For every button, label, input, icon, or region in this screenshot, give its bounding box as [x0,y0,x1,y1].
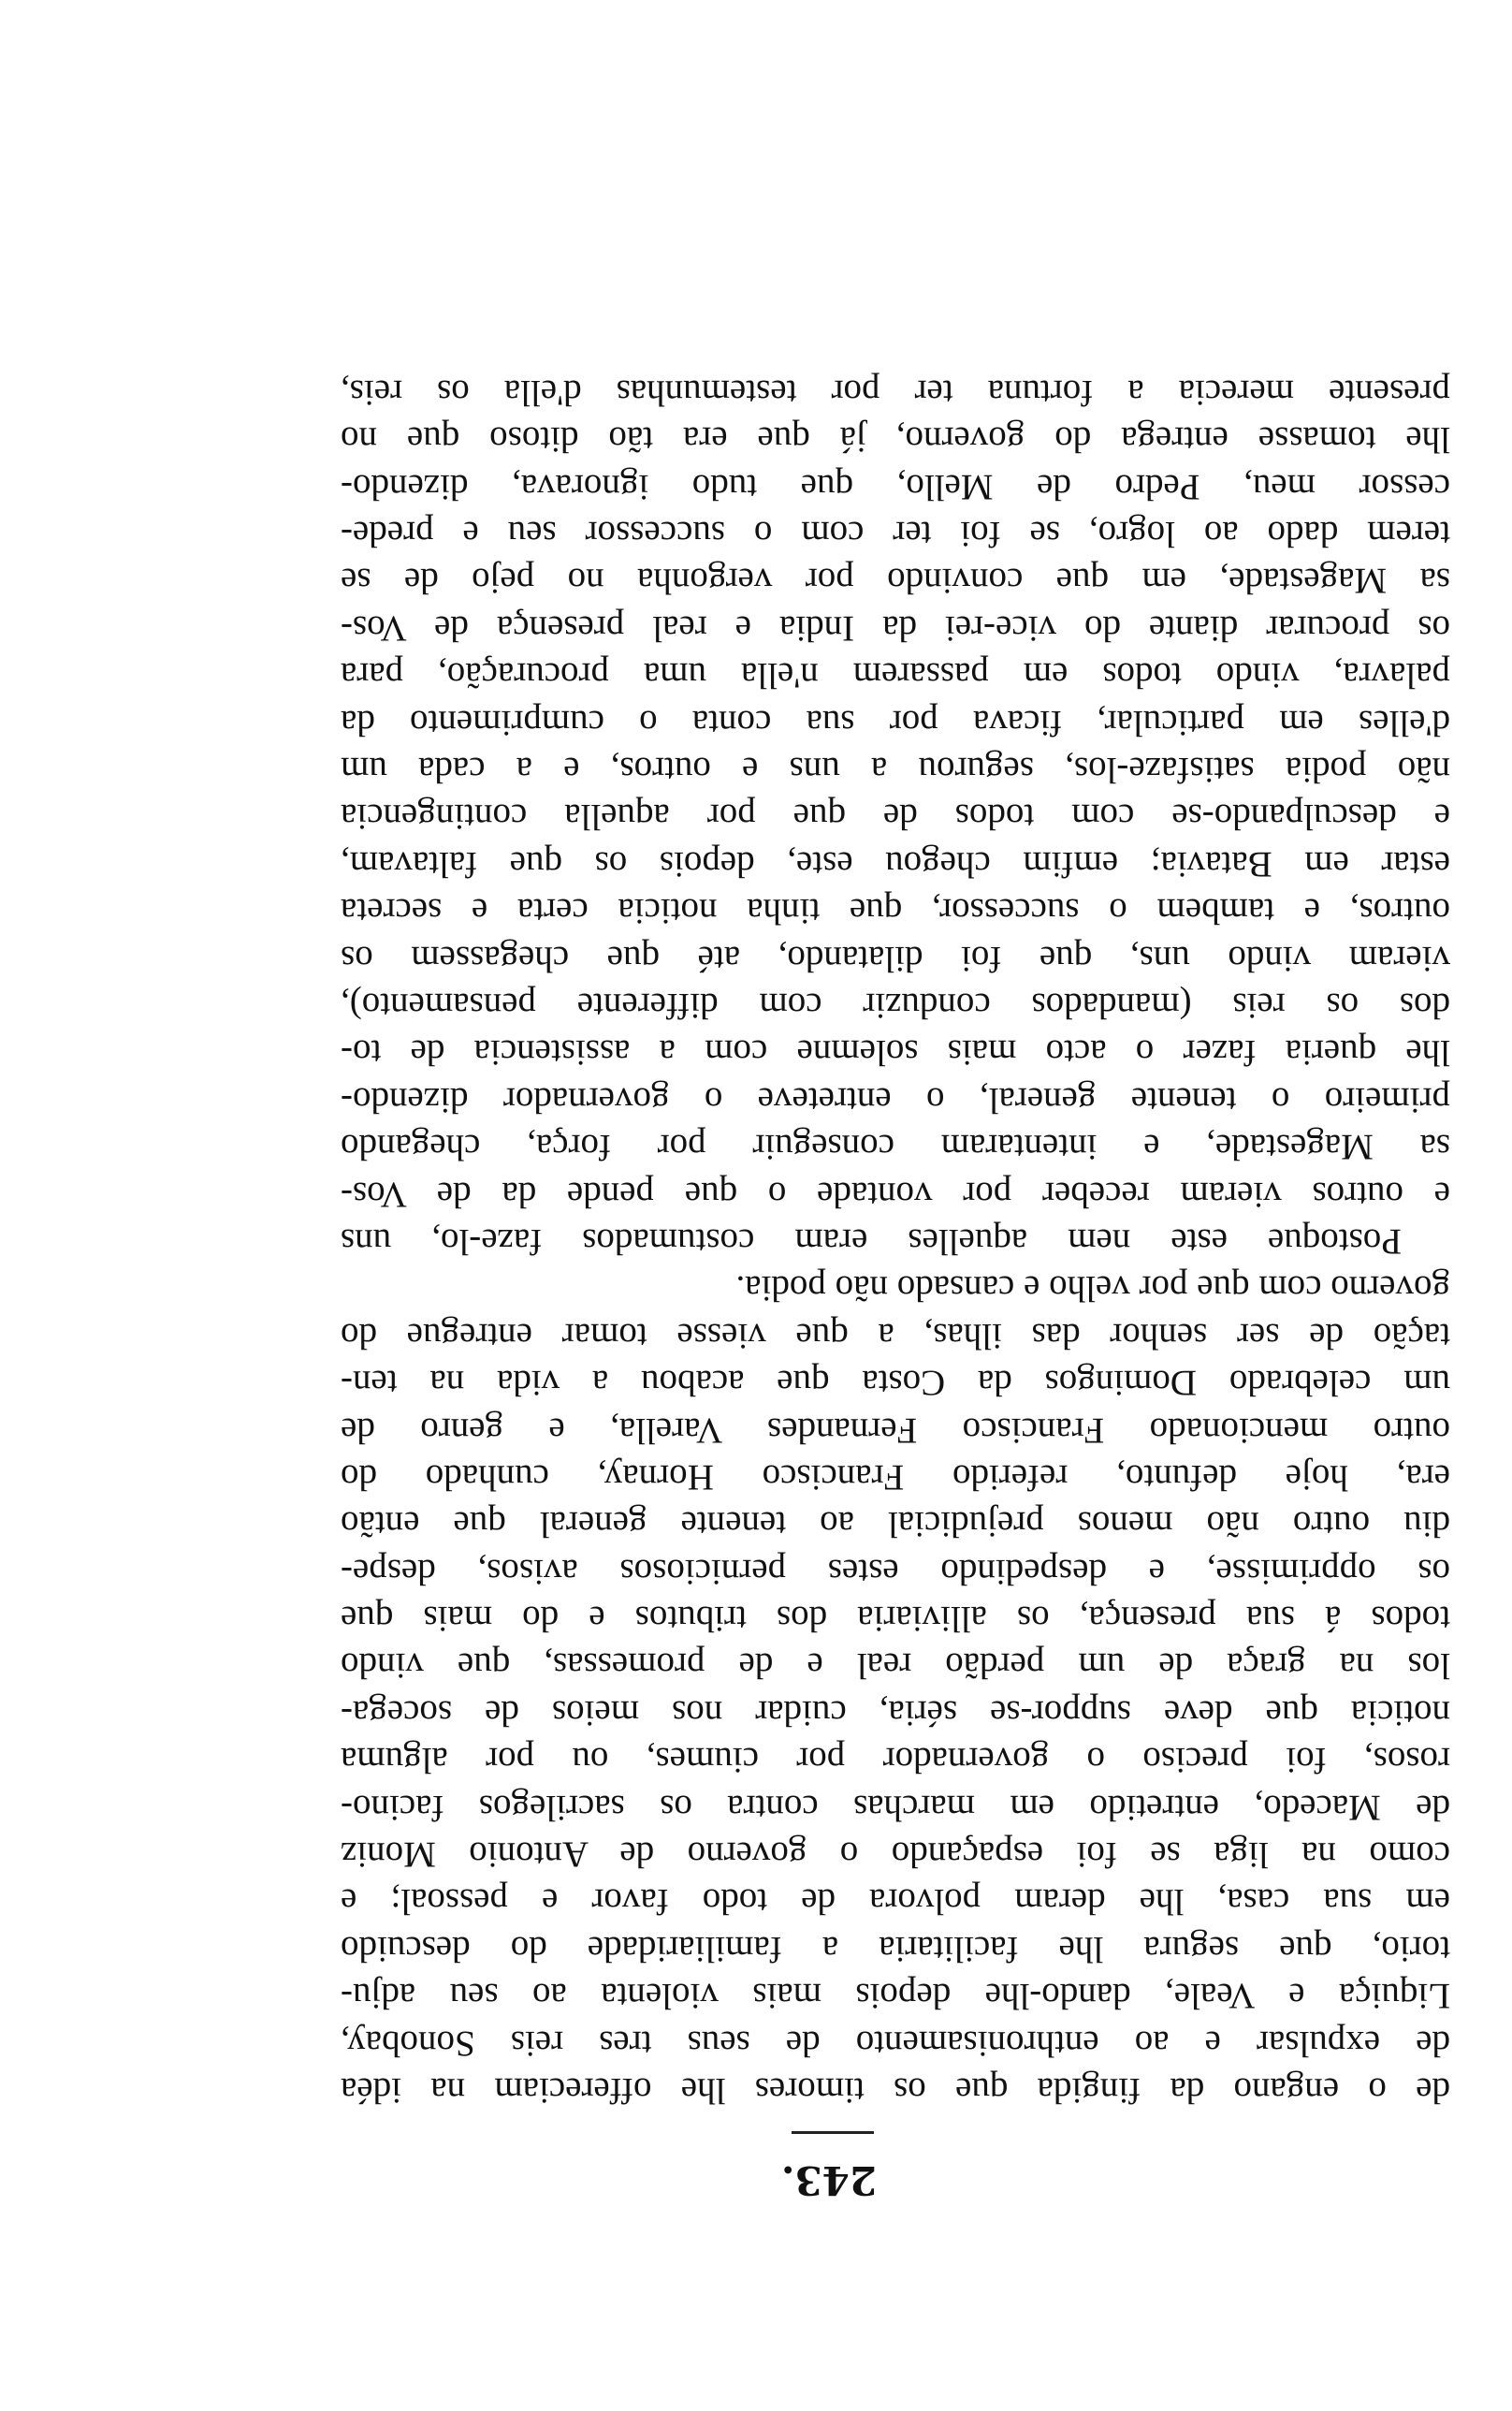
text-line: de Macedo, entretido em marchas contra os sacrilegos facino- [341,1787,1450,1828]
header-rule [792,2131,874,2134]
text-line: de o engano da fingida que os timores lhe offereciam na idéa [341,2070,1450,2111]
text-line: los na graça de um perdão real e de promessas, que vindo [341,1645,1450,1687]
body-text [341,369,1450,2113]
text-line: os procurar diante do vice-rei da India e real presença de Vos- [341,607,1450,649]
text-line: primeiro o tenente general, o entreteve o governador dizendo- [341,1079,1450,1120]
text-line: não podia satisfaze-los, segurou a uns e outros, e a cada um [341,750,1450,791]
text-line: e desculpando-se com todos de que por aquella contingencia [341,796,1450,838]
text-line: Postoque este nem aquelles eram costumados faze-lo, uns [341,1220,1402,1262]
text-line: tação de ser senhor das ilhas, a que viesse tomar entregue do [341,1315,1450,1356]
text-line: estar em Batavia; emfim chegou este, depois os que faltavam, [341,843,1450,884]
text-line: vieram vindo uns, que foi dilatando, até que chegassem os [341,938,1450,979]
text-line: sa Magestade, em que convindo por vergonha no pejo de se [341,561,1450,602]
text-line: noticia que deve suppor-se séria, cuidar nos meios de socega- [341,1692,1450,1733]
text-line: lhe queria fazer o acto mais solemne com a assistencia de to- [341,1032,1450,1074]
text-line: presente merecia a fortuna ter por testemunhas d'ella os reis, [341,372,1450,413]
text-line: torio, que segura lhe facilitaria a familiaridade do descuido [341,1928,1450,1969]
text-line: dos os reis (mandados conduzir com differente pensamento), [341,986,1450,1027]
text-line: de expulsar e ao enthronisamento de seus tres reis Sonobay, [341,2023,1450,2064]
text-line: era, hoje defunto, referido Francisco Hornay, cunhado do [341,1456,1450,1498]
text-line: d'elles em particular, ficava por sua conta o cumprimento da [341,702,1450,743]
text-line: lhe tomasse entrega do governo, já que era tão ditoso que no [341,419,1450,460]
text-line: outros, e tambem o successor, que tinha noticia certa e secreta [341,891,1450,932]
page-number: 243. [780,2157,878,2203]
text-line: e outros vieram receber por vontade o que pende da de Vos- [341,1174,1450,1215]
text-line: como na liga se foi espaçando o governo de Antonio Moniz [341,1834,1450,1876]
text-line: todos á sua presença, os alliviaria dos tributos e do mais que [341,1599,1450,1640]
text-line: os opprimisse, e despedindo estes perniciosos avisos, despe- [341,1551,1450,1592]
text-line: diu outro não menos prejudicial ao tenente general que então [341,1504,1450,1545]
text-line: governo com que por velho e cansado não podia. [735,1268,1450,1309]
text-line: Liquiça e Veale, dando-lhe depois mais violenta ao seu adju- [341,1976,1450,2017]
text-line: outro mencionado Francisco Fernandes Varella, e genro de [341,1410,1450,1451]
text-line: em sua casa, lhe deram polvora de todo favor e pessoal; e [341,1881,1450,1922]
text-line: sa Magestade, e intentaram conseguir por força, chegando [341,1127,1450,1168]
text-line: terem dado ao logro, se foi ter com o successor seu e prede- [341,514,1450,555]
text-line: rosos, foi preciso o governador por ciumes, ou por alguma [341,1740,1450,1781]
text-line: cessor meu, Pedro de Mello, que tudo ignorava, dizendo- [341,466,1450,507]
text-line: um celebrado Domingos da Costa que acabou a vida na ten- [341,1363,1450,1404]
text-line: palavra, vindo todos em passarem n'ella uma procuração, para [341,655,1450,696]
